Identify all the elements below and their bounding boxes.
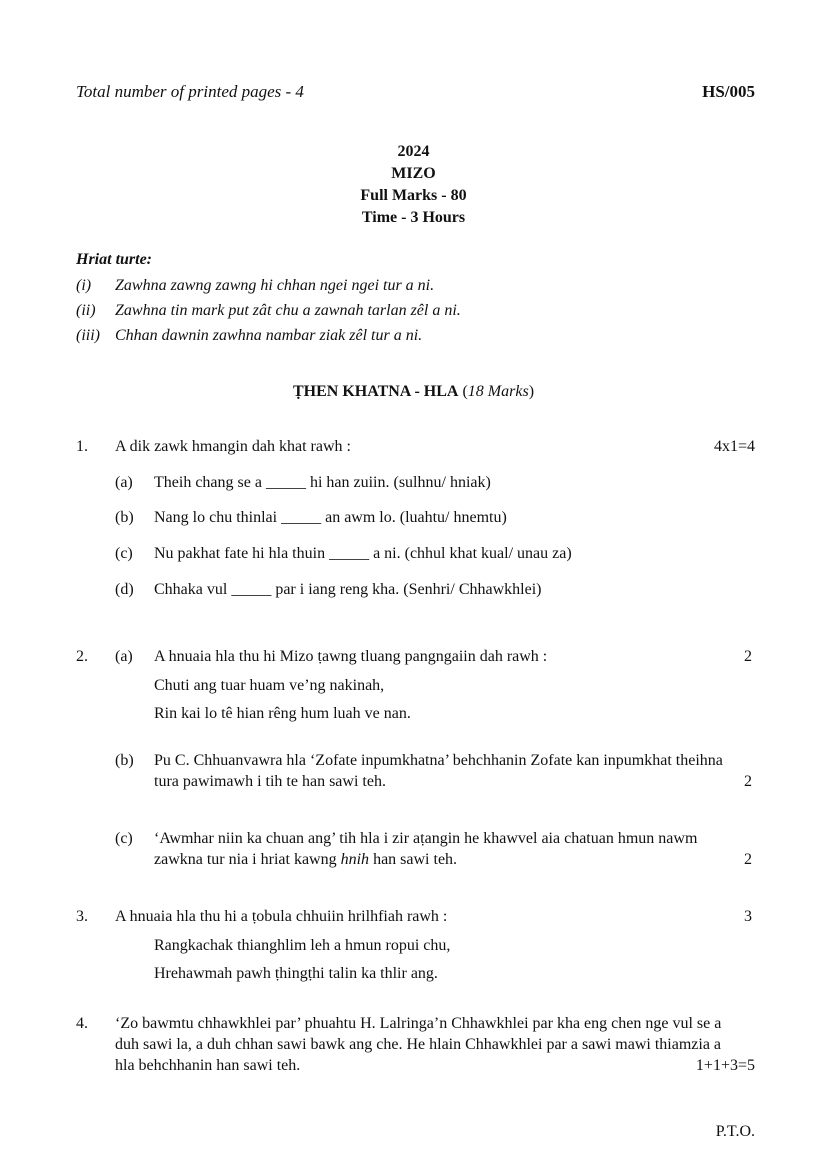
q1-part-text: Chhaka vul _____ par i iang reng kha. (Senhri/ Chhawkhlei) — [154, 581, 542, 598]
q1-part-text: Nang lo chu thinlai _____ an awm lo. (luahtu/ hnemtu) — [154, 509, 507, 526]
instruction-num: (ii) — [76, 302, 96, 319]
q2c-text-line: ‘Awmhar niin ka chuan ang’ tih hla i zir aṭangin he khawvel aia chatuan hmun nawm — [154, 830, 698, 847]
q4-text-line: ‘Zo bawmtu chhawkhlei par’ phuahtu H. Lalringa’n Chhawkhlei par kha eng chen nge vul se a — [115, 1015, 722, 1032]
section-close-paren: ) — [528, 383, 535, 400]
q4-text-line: duh sawi la, a duh chhan sawi bawk ang che. He hlain Chhawkhlei par a sawi mawi thiamzia a — [115, 1036, 722, 1053]
q4-number: 4. — [76, 1015, 88, 1032]
q2a-marks: 2 — [744, 648, 752, 665]
q2b-label: (b) — [115, 752, 134, 769]
q4-marks: 1+1+3=5 — [695, 1057, 755, 1074]
pto-label: P.T.O. — [715, 1123, 755, 1140]
q2a-verse-line: Rin kai lo tê hian rêng hum luah ve nan. — [154, 705, 411, 722]
full-marks: Full Marks - 80 — [360, 187, 467, 204]
q3-number: 3. — [76, 908, 88, 925]
instruction-text: Zawhna zawng zawng hi chhan ngei ngei tur a ni. — [115, 277, 435, 294]
q2b-text-line: Pu C. Chhuanvawra hla ‘Zofate inpumkhatna’ behchhanin Zofate kan inpumkhat theihna — [154, 752, 723, 769]
instruction-num: (i) — [76, 277, 92, 294]
section-open-paren: ( — [458, 383, 468, 400]
q1-number: 1. — [76, 438, 88, 455]
section-marks: 18 Marks — [467, 383, 529, 400]
q2b-text-line: tura pawimawh i tih te han sawi teh. — [154, 773, 386, 790]
q1-part-label: (c) — [115, 545, 133, 562]
instruction-num: (iii) — [76, 327, 100, 344]
paper-code: HS/005 — [702, 82, 755, 101]
q2c-label: (c) — [115, 830, 133, 847]
section-title: ṬHEN KHATNA - HLA — [292, 383, 459, 400]
exam-year: 2024 — [397, 143, 430, 160]
exam-subject: MIZO — [391, 165, 436, 182]
q3-text: A hnuaia hla thu hi a ṭobula chhuiin hrilhfiah rawh : — [115, 908, 448, 925]
q2b-marks: 2 — [744, 773, 752, 790]
q3-verse-line: Rangkachak thianghlim leh a hmun ropui chu, — [154, 937, 451, 954]
q1-part-label: (a) — [115, 474, 133, 491]
q2c-text-pre: zawkna tur nia i hriat kawng — [154, 851, 341, 868]
q1-text: A dik zawk hmangin dah khat rawh : — [115, 438, 351, 455]
instruction-text: Zawhna tin mark put zât chu a zawnah tarlan zêl a ni. — [115, 302, 461, 319]
section-heading — [0, 382, 827, 402]
q2-number: 2. — [76, 648, 88, 665]
q1-marks: 4x1=4 — [713, 438, 755, 455]
q2c-text-italic: hnih — [340, 851, 370, 868]
q3-verse-line: Hrehawmah pawh ṭhingṭhi talin ka thlir ang. — [154, 965, 438, 982]
q2a-label: (a) — [115, 648, 133, 665]
q2c-text-post: han sawi teh. — [369, 851, 458, 868]
q2c-marks: 2 — [744, 851, 752, 868]
q2a-text: A hnuaia hla thu hi Mizo ṭawng tluang pangngaiin dah rawh : — [154, 648, 548, 665]
q1-part-label: (b) — [115, 509, 134, 526]
q1-part-text: Theih chang se a _____ hi han zuiin. (sulhnu/ hniak) — [154, 474, 491, 491]
q1-part-label: (d) — [115, 581, 134, 598]
q2a-verse-line: Chuti ang tuar huam ve’ng nakinah, — [154, 677, 385, 694]
printed-pages-note: Total number of printed pages - 4 — [76, 82, 304, 101]
q4-text-line: hla behchhanin han sawi teh. — [115, 1057, 301, 1074]
exam-time: Time - 3 Hours — [361, 209, 466, 226]
instructions-heading: Hriat turte: — [76, 251, 153, 268]
q3-marks: 3 — [744, 908, 752, 925]
q1-part-text: Nu pakhat fate hi hla thuin _____ a ni. (chhul khat kual/ unau za) — [154, 545, 572, 562]
instruction-text: Chhan dawnin zawhna nambar ziak zêl tur a ni. — [115, 327, 423, 344]
q2c-text-line — [154, 850, 457, 870]
